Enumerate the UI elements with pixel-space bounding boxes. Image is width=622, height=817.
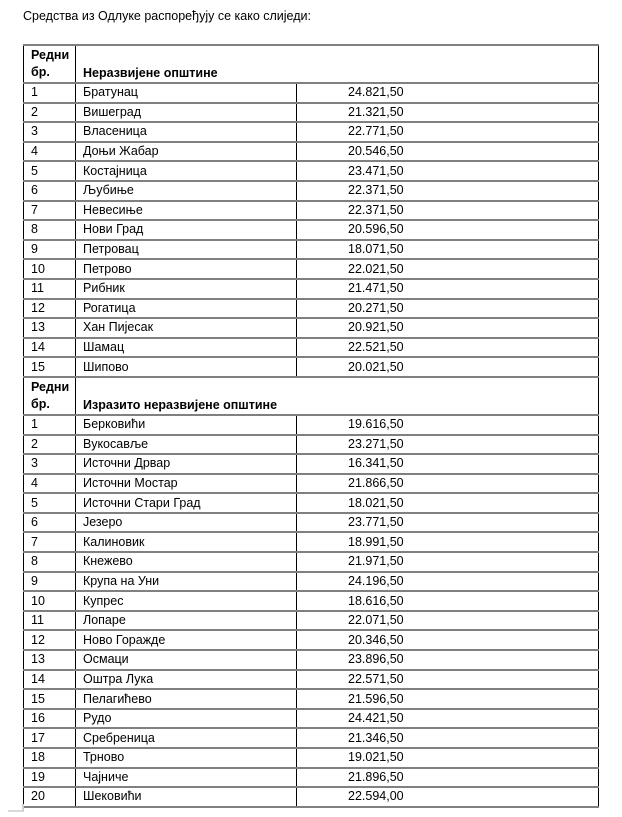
- table-row: [24, 611, 599, 631]
- municipality-name: Берковићи: [76, 415, 297, 435]
- row-number: 18: [24, 748, 76, 768]
- row-number: 9: [24, 240, 76, 260]
- municipality-name: Петровац: [76, 240, 297, 260]
- row-number: 8: [24, 552, 76, 572]
- amount-value: 23.271,50: [297, 435, 599, 455]
- amount-value: 18.021,50: [297, 493, 599, 513]
- municipality-name: Кнежево: [76, 552, 297, 572]
- row-number: 4: [24, 142, 76, 162]
- amount-value: 18.071,50: [297, 240, 599, 260]
- row-number: 4: [24, 474, 76, 494]
- table-row: [24, 572, 599, 592]
- table-row: [24, 670, 599, 690]
- municipality-name: Чајниче: [76, 768, 297, 788]
- row-number: 19: [24, 768, 76, 788]
- row-number: 13: [24, 650, 76, 670]
- table-row: [24, 709, 599, 729]
- row-number: 10: [24, 259, 76, 279]
- section-header-row: [24, 45, 599, 83]
- row-number: 1: [24, 83, 76, 103]
- table-row: [24, 338, 599, 358]
- amount-value: 21.471,50: [297, 279, 599, 299]
- amount-value: 24.196,50: [297, 572, 599, 592]
- amount-value: 21.866,50: [297, 474, 599, 494]
- amount-value: 22.594,00: [297, 787, 599, 807]
- table-row: [24, 161, 599, 181]
- municipality-name: Осмаци: [76, 650, 297, 670]
- next-table-corner-artifact: [8, 804, 24, 812]
- municipality-name: Крупа на Уни: [76, 572, 297, 592]
- row-number: 7: [24, 201, 76, 221]
- municipality-name: Трново: [76, 748, 297, 768]
- table-row: [24, 318, 599, 338]
- allocation-table: [23, 44, 599, 808]
- row-number: 10: [24, 591, 76, 611]
- municipality-name: Хан Пијесак: [76, 318, 297, 338]
- municipality-name: Пелагићево: [76, 689, 297, 709]
- row-number-header: Редни бр.: [24, 45, 76, 83]
- intro-paragraph: Средства из Одлуке распоређују се како слиједи:: [23, 9, 311, 23]
- row-number: 3: [24, 454, 76, 474]
- municipality-name: Источни Мостар: [76, 474, 297, 494]
- municipality-name: Шековићи: [76, 787, 297, 807]
- row-number: 11: [24, 279, 76, 299]
- row-number: 14: [24, 338, 76, 358]
- row-number: 11: [24, 611, 76, 631]
- amount-value: 23.771,50: [297, 513, 599, 533]
- table-row: [24, 181, 599, 201]
- table-row: [24, 768, 599, 788]
- table-row: [24, 532, 599, 552]
- amount-value: 22.521,50: [297, 338, 599, 358]
- table-row: [24, 630, 599, 650]
- amount-value: 22.571,50: [297, 670, 599, 690]
- row-number: 12: [24, 630, 76, 650]
- table-row: [24, 415, 599, 435]
- row-number: 15: [24, 689, 76, 709]
- table-row: [24, 142, 599, 162]
- table-row: [24, 787, 599, 807]
- table-row: [24, 201, 599, 221]
- section-header-row: [24, 377, 599, 415]
- row-number: 13: [24, 318, 76, 338]
- municipality-name: Источни Стари Град: [76, 493, 297, 513]
- table-row: [24, 299, 599, 319]
- amount-value: 16.341,50: [297, 454, 599, 474]
- row-number: 2: [24, 435, 76, 455]
- row-number-header: Редни бр.: [24, 377, 76, 415]
- amount-value: 21.896,50: [297, 768, 599, 788]
- row-number: 1: [24, 415, 76, 435]
- table-row: [24, 279, 599, 299]
- row-number: 6: [24, 181, 76, 201]
- municipality-name: Шипово: [76, 357, 297, 377]
- amount-value: 22.021,50: [297, 259, 599, 279]
- municipality-name: Доњи Жабар: [76, 142, 297, 162]
- table-row: [24, 728, 599, 748]
- allocation-table-body: [24, 45, 599, 807]
- table-row: [24, 493, 599, 513]
- municipality-name: Лопаре: [76, 611, 297, 631]
- amount-value: 20.546,50: [297, 142, 599, 162]
- table-row: [24, 357, 599, 377]
- amount-value: 22.771,50: [297, 122, 599, 142]
- table-row: [24, 591, 599, 611]
- amount-value: 24.821,50: [297, 83, 599, 103]
- section-title: Неразвијене општине: [76, 45, 599, 83]
- municipality-name: Рогатица: [76, 299, 297, 319]
- amount-value: 21.971,50: [297, 552, 599, 572]
- table-row: [24, 689, 599, 709]
- table-row: [24, 513, 599, 533]
- table-row: [24, 259, 599, 279]
- row-number: 5: [24, 493, 76, 513]
- row-number: 8: [24, 220, 76, 240]
- amount-value: 18.616,50: [297, 591, 599, 611]
- amount-value: 21.596,50: [297, 689, 599, 709]
- amount-value: 20.271,50: [297, 299, 599, 319]
- amount-value: 21.346,50: [297, 728, 599, 748]
- row-number: 7: [24, 532, 76, 552]
- amount-value: 21.321,50: [297, 103, 599, 123]
- amount-value: 19.021,50: [297, 748, 599, 768]
- amount-value: 20.596,50: [297, 220, 599, 240]
- row-number: 15: [24, 357, 76, 377]
- municipality-name: Оштра Лука: [76, 670, 297, 690]
- table-row: [24, 83, 599, 103]
- table-row: [24, 454, 599, 474]
- table-row: [24, 748, 599, 768]
- row-number: 17: [24, 728, 76, 748]
- municipality-name: Вукосавље: [76, 435, 297, 455]
- municipality-name: Рибник: [76, 279, 297, 299]
- municipality-name: Нови Град: [76, 220, 297, 240]
- amount-value: 20.921,50: [297, 318, 599, 338]
- row-number: 6: [24, 513, 76, 533]
- municipality-name: Купрес: [76, 591, 297, 611]
- table-row: [24, 552, 599, 572]
- amount-value: 22.371,50: [297, 201, 599, 221]
- amount-value: 20.346,50: [297, 630, 599, 650]
- row-number: 16: [24, 709, 76, 729]
- amount-value: 19.616,50: [297, 415, 599, 435]
- amount-value: 22.371,50: [297, 181, 599, 201]
- municipality-name: Рудо: [76, 709, 297, 729]
- row-number: 5: [24, 161, 76, 181]
- row-number: 14: [24, 670, 76, 690]
- municipality-name: Петрово: [76, 259, 297, 279]
- amount-value: 20.021,50: [297, 357, 599, 377]
- table-row: [24, 240, 599, 260]
- municipality-name: Братунац: [76, 83, 297, 103]
- table-row: [24, 435, 599, 455]
- municipality-name: Сребреница: [76, 728, 297, 748]
- table-row: [24, 650, 599, 670]
- amount-value: 23.896,50: [297, 650, 599, 670]
- section-title: Изразито неразвијене општине: [76, 377, 599, 415]
- municipality-name: Ново Горажде: [76, 630, 297, 650]
- municipality-name: Вишеград: [76, 103, 297, 123]
- table-row: [24, 103, 599, 123]
- row-number: 20: [24, 787, 76, 807]
- table-row: [24, 474, 599, 494]
- amount-value: 18.991,50: [297, 532, 599, 552]
- row-number: 9: [24, 572, 76, 592]
- row-number: 2: [24, 103, 76, 123]
- municipality-name: Шамац: [76, 338, 297, 358]
- row-number: 12: [24, 299, 76, 319]
- amount-value: 24.421,50: [297, 709, 599, 729]
- amount-value: 23.471,50: [297, 161, 599, 181]
- table-row: [24, 122, 599, 142]
- municipality-name: Власеница: [76, 122, 297, 142]
- municipality-name: Костајница: [76, 161, 297, 181]
- municipality-name: Језеро: [76, 513, 297, 533]
- municipality-name: Љубиње: [76, 181, 297, 201]
- row-number: 3: [24, 122, 76, 142]
- amount-value: 22.071,50: [297, 611, 599, 631]
- municipality-name: Источни Дрвар: [76, 454, 297, 474]
- table-row: [24, 220, 599, 240]
- municipality-name: Невесиње: [76, 201, 297, 221]
- municipality-name: Калиновик: [76, 532, 297, 552]
